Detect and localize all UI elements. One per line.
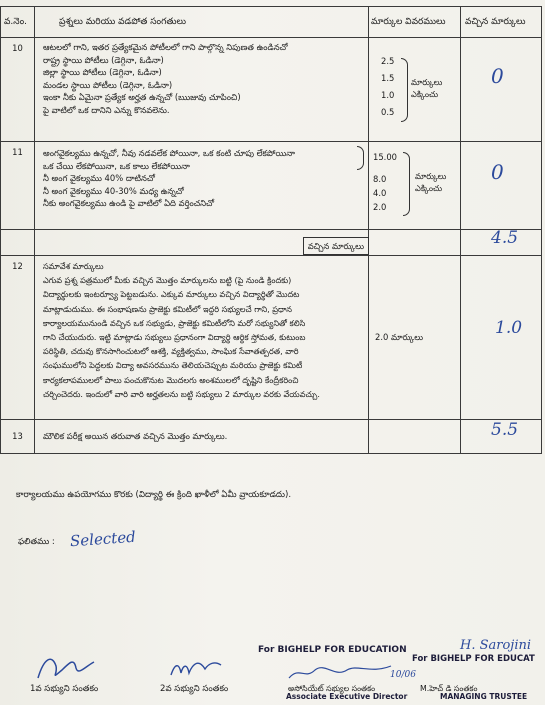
row12-line: కార్యకలాపములలో పాలు పంచుకొనుట మొదలగు అంశములలో దృష్టిని కేంద్రీకరించి — [43, 374, 299, 385]
row12-line: విద్యార్థులకు ఇంటర్వ్యూ పెట్టబడును. ఎక్కువ మార్కులు వచ్చిన విద్యార్థితో మొదట — [43, 289, 300, 300]
row11-line: నీ అంగ వైకల్యము 40-30% మధ్య ఉన్నచో — [43, 185, 184, 196]
handwritten-name: H. Sarojini — [460, 638, 532, 653]
office-note: కార్యాలయము ఉపయోగము కొరకు (విద్యార్థి ఈ క్రింది ఖాళీలో ఏమీ వ్రాయకూడదు). — [16, 490, 292, 500]
obtained-handwritten: 0 — [491, 64, 504, 88]
stamp-text-2: For BIGHELP FOR EDUCAT — [412, 654, 535, 664]
subtotal-row — [1, 230, 542, 256]
header-no: వ.నెం. — [1, 7, 35, 38]
brace — [403, 152, 410, 216]
row10-obtained — [461, 38, 542, 142]
row10-desc — [35, 38, 369, 142]
row10-line: ఆటలలో గాని, ఇతర ప్రత్యేకమైన పోటీలలో గాని పాల్గొన్న నిపుణత ఉండినచో — [43, 42, 288, 52]
total-handwritten: 5.5 — [491, 420, 519, 440]
obtained-handwritten: 1.0 — [495, 318, 523, 338]
marks-value: 2.0 — [373, 202, 387, 212]
result-handwritten: Selected — [69, 527, 137, 551]
marks-value: 15.00 — [373, 152, 397, 162]
table-row-10 — [1, 38, 542, 142]
brace — [401, 58, 408, 122]
subtotal-handwritten: 4.5 — [491, 228, 519, 248]
row12-desc — [35, 256, 369, 420]
result-label: ఫలితము : — [18, 537, 55, 547]
row10-line: పై వాటిలో ఒక దానిని ఎన్ను కొనవలెను. — [43, 104, 170, 115]
row12-obtained — [461, 256, 542, 420]
row12-line: కార్యాలయమునుండి వచ్చిన ఒక సభ్యుడు, ప్రాజెక్టు కమిటీలోని మరో సభ్యునితో కలిసి — [43, 317, 306, 328]
subtotal-blank-marks — [369, 230, 461, 256]
row12-line: మాట్లాడుదుము. ఈ సంభాషణను ప్రాజెక్టు కమిటీలో ఇద్దరి సభ్యులచే గాని, ప్రధాన — [43, 303, 292, 314]
row13-obtained — [461, 420, 542, 454]
marks-note: మార్కులు — [415, 171, 447, 181]
table-row-12 — [1, 256, 542, 420]
row12-title: సమావేశ మార్కులు — [43, 261, 104, 271]
row10-line: రాష్ట్ర స్థాయి పోటీలు (డెగ్గినా, ఓడినా) — [43, 54, 164, 65]
row11-line: నీకు అంగవైకల్యము ఉండి పై వాటిలో ఏది వర్తించనిచో — [43, 198, 215, 208]
marks-value: 2.5 — [381, 56, 395, 66]
sig3-label: అసోసియేట్ సభ్యుల సంతకం — [288, 684, 376, 693]
marks-note: ఎక్కించు — [411, 89, 439, 99]
signature-3 — [285, 660, 395, 684]
row11-line: నీ అంగ వైకల్యము 40% దాటినచో — [43, 173, 155, 183]
row12-no: 12 — [1, 256, 35, 420]
header-desc: ప్రశ్నలు మరియు వడపోత సంగతులు — [35, 7, 369, 38]
row11-line: ఒక చేయి లేకపోయినా, ఒక కాలు లేకపోయినా — [43, 160, 190, 171]
row10-marks — [369, 38, 461, 142]
subtotal-blank-no — [1, 230, 35, 256]
row12-line: పరిస్థితి, చదువు కొనసాగించుటలో ఆశక్తి, వ్యక్తిత్వము, సాంఘిక సేవాతత్పరత, వారి — [43, 346, 299, 357]
signature-2 — [165, 655, 225, 681]
row10-line: జిల్లా స్థాయి పోటీలు (డెగ్గినా, ఓడినా) — [43, 67, 162, 77]
row13-no: 13 — [1, 420, 35, 454]
stamp-text-1: For BIGHELP FOR EDUCATION — [258, 645, 407, 655]
row11-no: 11 — [1, 142, 35, 230]
sig2-label: 2వ సభ్యుని సంతకం — [160, 684, 229, 694]
row10-line: ఇంకా నీకు ఏమైనా ప్రత్యేక అర్హత ఉన్నచో (ఋజువు చూపించి) — [43, 92, 241, 102]
row11-desc — [35, 142, 369, 230]
row12-marks: 2.0 మార్కులు — [369, 256, 461, 420]
row11-obtained — [461, 142, 542, 230]
table-row-13 — [1, 420, 542, 454]
brace — [357, 146, 364, 170]
signature-1 — [30, 648, 100, 684]
marks-value: 8.0 — [373, 174, 387, 184]
header-marks: మార్కుల వివరములు — [369, 7, 461, 38]
evaluation-table — [0, 6, 542, 454]
row11-marks — [369, 142, 461, 230]
header-row — [1, 7, 542, 38]
row10-no: 10 — [1, 38, 35, 142]
row12-line: గాని చేయుదురు. ఇట్టి మాట్లాడు సభ్యులు ప్రధానంగా విద్యార్థి ఆర్థిక స్తోమత, కుటుంబ — [43, 332, 306, 343]
stamp-text-4: MANAGING TRUSTEE — [440, 692, 528, 701]
row12-line: చర్చించెదరు. ఇందులో వారి వారి అర్హతలను బట్టి సభ్యులు 2 మార్కుల వరకు వేయవచ్చు. — [43, 388, 320, 399]
row10-line: మండల స్థాయి పోటీలు (డెగ్గినా, ఓడినా) — [43, 79, 173, 90]
stamp-text-3: Associate Executive Director — [286, 692, 408, 701]
sig1-label: 1వ సభ్యుని సంతకం — [30, 684, 99, 694]
obtained-handwritten: 0 — [491, 160, 504, 184]
marks-value: 0.5 — [381, 107, 395, 117]
subtotal-label: వచ్చిన మార్కులు — [303, 237, 369, 256]
row11-line: అంగవైకల్యము ఉన్నచో, నీవు నడవలేక పోయినా, ఒక కంటి చూపు లేకపోయినా — [43, 148, 295, 158]
row13-marks — [369, 420, 461, 454]
row13-text: మౌలిక పరీక్ష అయిన తరువాత వచ్చిన మొత్తం మార్కులు. — [35, 420, 369, 454]
subtotal-obtained — [461, 230, 542, 256]
sig4-label: M.హెచ్ డి సంతకం — [420, 684, 478, 693]
marks-note: మార్కులు — [411, 77, 443, 87]
row12-line: ఎగువ ప్రశ్న పత్రములో మీకు వచ్చిన మొత్తం మార్కులను బట్టి (పై నుండి క్రిందకు) — [43, 275, 292, 286]
header-obtained: వచ్చిన మార్కులు — [461, 7, 542, 38]
subtotal-cell — [35, 230, 369, 256]
marks-note: ఎక్కించు — [415, 183, 443, 193]
marks-value: 1.0 — [381, 90, 395, 100]
marks-value: 1.5 — [381, 73, 395, 83]
handwritten-date: 10/06 — [390, 670, 416, 680]
table-row-11 — [1, 142, 542, 230]
row12-line: సంఘములోని పెద్దలకు విద్యా అవసరమును తెలియచెప్పుట మరియు ప్రాజెక్టు కమిటీ — [43, 360, 303, 371]
marks-value: 4.0 — [373, 188, 387, 198]
